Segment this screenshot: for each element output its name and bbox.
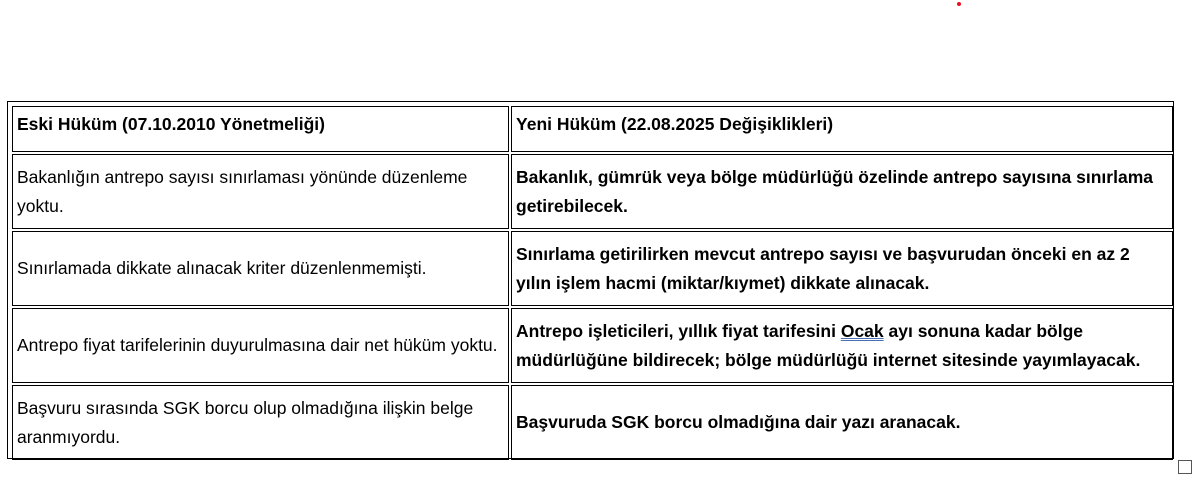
table-resize-handle[interactable]	[1178, 460, 1192, 474]
new-provision-cell[interactable]: Sınırlama getirilirken mevcut antrepo sayısı ve başvurudan önceki en az 2 yılın işlem hacmi (miktar/kıymet) dikkate alınacak.	[511, 231, 1173, 306]
old-provision-cell[interactable]: Sınırlamada dikkate alınacak kriter düzenlenmemişti.	[12, 231, 509, 306]
table-header-row	[12, 106, 1173, 152]
header-new-provision[interactable]: Yeni Hüküm (22.08.2025 Değişiklikleri)	[511, 106, 1173, 152]
new-provision-text-after: ayı sonuna kadar bölge müdürlüğüne bildirecek; bölge müdürlüğü internet sitesinde yayımlayacak.	[516, 320, 1141, 370]
new-provision-text-before: Antrepo işleticileri, yıllık fiyat tarifesini	[516, 320, 841, 341]
table-row	[12, 385, 1173, 460]
old-provision-cell[interactable]: Başvuru sırasında SGK borcu olup olmadığına ilişkin belge aranmıyordu.	[12, 385, 509, 460]
table-row	[12, 308, 1173, 383]
header-old-provision[interactable]: Eski Hüküm (07.10.2010 Yönetmeliği)	[12, 106, 509, 152]
comparison-table	[7, 101, 1174, 459]
old-provision-cell[interactable]: Bakanlığın antrepo sayısı sınırlaması yönünde düzenleme yoktu.	[12, 154, 509, 229]
new-provision-cell[interactable]: Başvuruda SGK borcu olmadığına dair yazı aranacak.	[511, 385, 1173, 460]
spellcheck-marked-word[interactable]: Ocak	[840, 320, 884, 341]
comparison-table-grid	[10, 104, 1175, 462]
red-marker-dot	[957, 2, 961, 6]
new-provision-cell[interactable]: Bakanlık, gümrük veya bölge müdürlüğü özelinde antrepo sayısına sınırlama getirebilecek.	[511, 154, 1173, 229]
table-row	[12, 154, 1173, 229]
new-provision-cell[interactable]	[511, 308, 1173, 383]
old-provision-cell[interactable]: Antrepo fiyat tarifelerinin duyurulmasına dair net hüküm yoktu.	[12, 308, 509, 383]
table-row	[12, 231, 1173, 306]
